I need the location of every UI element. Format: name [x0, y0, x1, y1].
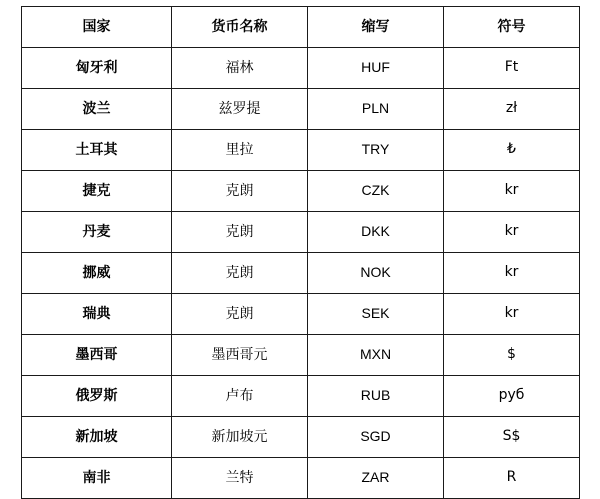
cell-currency-name: 克朗	[172, 212, 308, 253]
cell-currency-name: 克朗	[172, 294, 308, 335]
table-header-row	[22, 7, 580, 48]
cell-symbol: zł	[444, 89, 580, 130]
cell-currency-name: 新加坡元	[172, 417, 308, 458]
cell-code: SEK	[308, 294, 444, 335]
table-row	[22, 253, 580, 294]
cell-country: 土耳其	[22, 130, 172, 171]
table-row	[22, 294, 580, 335]
table-row	[22, 212, 580, 253]
cell-country: 挪威	[22, 253, 172, 294]
cell-symbol: ₺	[444, 130, 580, 171]
cell-symbol: kr	[444, 212, 580, 253]
cell-symbol: R	[444, 458, 580, 499]
cell-country: 捷克	[22, 171, 172, 212]
cell-symbol: S$	[444, 417, 580, 458]
table-row	[22, 48, 580, 89]
cell-country: 丹麦	[22, 212, 172, 253]
table-row	[22, 89, 580, 130]
cell-symbol: $	[444, 335, 580, 376]
cell-symbol: kr	[444, 294, 580, 335]
cell-country: 墨西哥	[22, 335, 172, 376]
table-row	[22, 171, 580, 212]
column-header-currency-name: 货币名称	[172, 7, 308, 48]
cell-code: DKK	[308, 212, 444, 253]
cell-country: 瑞典	[22, 294, 172, 335]
cell-country: 俄罗斯	[22, 376, 172, 417]
cell-code: CZK	[308, 171, 444, 212]
cell-currency-name: 墨西哥元	[172, 335, 308, 376]
table-row	[22, 417, 580, 458]
cell-symbol: Ft	[444, 48, 580, 89]
cell-currency-name: 里拉	[172, 130, 308, 171]
cell-country: 新加坡	[22, 417, 172, 458]
table-row	[22, 335, 580, 376]
cell-symbol: kr	[444, 253, 580, 294]
cell-country: 匈牙利	[22, 48, 172, 89]
currency-table	[21, 6, 580, 499]
table-row	[22, 130, 580, 171]
cell-symbol: руб	[444, 376, 580, 417]
table-row	[22, 458, 580, 499]
table-body	[22, 48, 580, 499]
cell-code: TRY	[308, 130, 444, 171]
table-header	[22, 7, 580, 48]
column-header-code: 缩写	[308, 7, 444, 48]
cell-currency-name: 兹罗提	[172, 89, 308, 130]
cell-code: ZAR	[308, 458, 444, 499]
document-page	[0, 6, 600, 490]
column-header-country: 国家	[22, 7, 172, 48]
cell-currency-name: 克朗	[172, 171, 308, 212]
column-header-symbol: 符号	[444, 7, 580, 48]
cell-currency-name: 克朗	[172, 253, 308, 294]
cell-code: RUB	[308, 376, 444, 417]
cell-symbol: kr	[444, 171, 580, 212]
cell-code: SGD	[308, 417, 444, 458]
cell-code: MXN	[308, 335, 444, 376]
cell-code: PLN	[308, 89, 444, 130]
cell-currency-name: 兰特	[172, 458, 308, 499]
cell-currency-name: 卢布	[172, 376, 308, 417]
cell-code: NOK	[308, 253, 444, 294]
cell-country: 南非	[22, 458, 172, 499]
cell-code: HUF	[308, 48, 444, 89]
cell-currency-name: 福林	[172, 48, 308, 89]
cell-country: 波兰	[22, 89, 172, 130]
table-row	[22, 376, 580, 417]
